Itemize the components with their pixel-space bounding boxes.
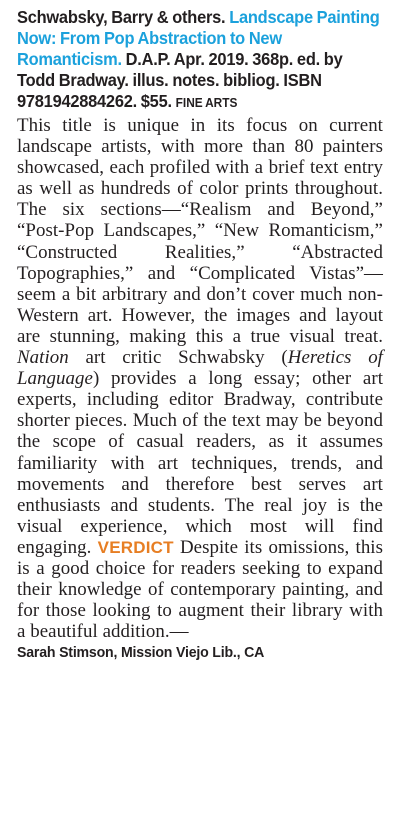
book-title: Landscape Painting Now: From Pop Abstraction to New Romanticism.	[17, 7, 380, 69]
review-text-part3: ) provides a long essay; other art experts, including editor Bradway, contribute shorter pieces. Much of the text may be beyond the scope of casual readers, as it assumes familiarity with art techniques, trends, and movements and therefore best serves art enthusiasts and students. The real joy is the visual experience, which most will find engaging.	[17, 368, 383, 558]
review-paragraph	[17, 115, 383, 642]
citation-header	[17, 7, 384, 114]
review-body	[17, 115, 383, 642]
magazine-name: Nation	[17, 347, 69, 369]
referenced-book-title: Heretics of Language	[17, 347, 383, 390]
authors: Schwabsky, Barry & others.	[17, 7, 226, 27]
genre-label: FINE ARTS	[175, 96, 238, 110]
verdict-label: VERDICT	[97, 537, 174, 557]
verdict-text: Despite its omissions, this is a good choice for readers seeking to expand their knowledge of contemporary painting, and for those looking to augment their library with a beautiful addition.—	[17, 536, 384, 643]
reviewer-signature: Sarah Stimson, Mission Viejo Lib., CA	[17, 644, 265, 662]
book-review	[17, 7, 383, 663]
review-text-part1: This title is unique in its focus on current landscape artists, with more than 80 painters showcased, each profiled with a brief text entry as well as hundreds of color prints throughout. The six sections—“Realism and Beyond,” “Post-Pop Landscapes,” “New Romanticism,” “Constructed Realities,” “Abstracted Topographies,” and “Complicated Vistas”—seem a bit arbitrary and don’t cover much non-Western art. However, the images and layout are stunning, making this a true visual treat.	[17, 115, 383, 347]
publication-details: D.A.P. Apr. 2019. 368p. ed. by Todd Bradway. illus. notes. bibliog. ISBN 9781942884262. $55.	[17, 49, 343, 111]
review-text-part2: art critic Schwabsky (	[85, 347, 288, 369]
